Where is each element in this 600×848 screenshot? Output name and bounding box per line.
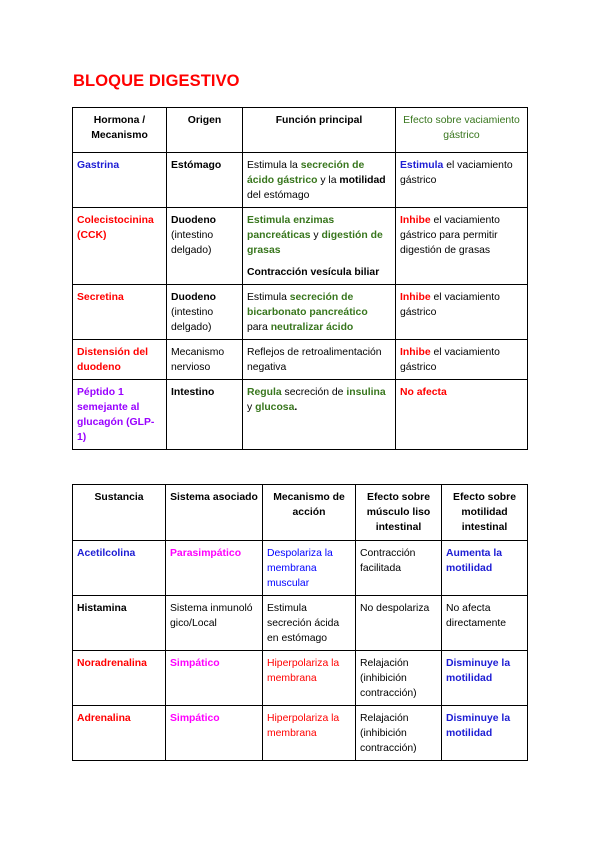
hormone-effect: Inhibe el vaciamiento gástrico para permitir digestión de grasas xyxy=(396,208,528,285)
hormone-effect: Estimula el vaciamiento gástrico xyxy=(396,153,528,208)
hormone-name: Gastrina xyxy=(73,153,167,208)
hormone-origin: Duodeno (intestino delgado) xyxy=(167,208,243,285)
substance-smooth-muscle: No despolariza xyxy=(356,596,442,651)
table-row xyxy=(73,596,528,651)
header-funcion: Función principal xyxy=(243,108,396,153)
hormone-function: Regula secreción de insulina y glucosa. xyxy=(243,380,396,450)
substance-name: Adrenalina xyxy=(73,706,166,761)
table-row xyxy=(73,208,528,285)
table-row xyxy=(73,153,528,208)
substances-table xyxy=(72,484,528,761)
substance-mechanism: Hiperpolariza la membrana xyxy=(263,706,356,761)
table-row xyxy=(73,706,528,761)
hormone-origin: Mecanismo nervioso xyxy=(167,340,243,380)
substance-mechanism: Hiperpolariza la membrana xyxy=(263,651,356,706)
hormone-effect: Inhibe el vaciamiento gástrico xyxy=(396,340,528,380)
hormone-effect: Inhibe el vaciamiento gástrico xyxy=(396,285,528,340)
hormone-name: Péptido 1 semejante al glucagón (GLP-1) xyxy=(73,380,167,450)
substance-motility: Disminuye la motilidad xyxy=(442,706,528,761)
header-sustancia: Sustancia xyxy=(73,485,166,541)
table-header-row xyxy=(73,485,528,541)
header-origen: Origen xyxy=(167,108,243,153)
hormone-origin: Intestino xyxy=(167,380,243,450)
substance-smooth-muscle: Relajación (inhibición contracción) xyxy=(356,706,442,761)
header-efecto-vaciamiento: Efecto sobre vaciamiento gástrico xyxy=(396,108,528,153)
header-motilidad: Efecto sobre motilidad intestinal xyxy=(442,485,528,541)
hormone-effect: No afecta xyxy=(396,380,528,450)
table-row xyxy=(73,340,528,380)
table-header-row xyxy=(73,108,528,153)
substance-motility: No afecta directamente xyxy=(442,596,528,651)
substance-system: Sistema inmunológico/Local xyxy=(166,596,263,651)
substance-name: Acetilcolina xyxy=(73,541,166,596)
hormone-origin: Estómago xyxy=(167,153,243,208)
header-hormona: Hormona / Mecanismo xyxy=(73,108,167,153)
hormone-name: Distensión del duodeno xyxy=(73,340,167,380)
hormone-name: Colecistocinina (CCK) xyxy=(73,208,167,285)
page-title: BLOQUE DIGESTIVO xyxy=(73,72,240,90)
substance-system: Simpático xyxy=(166,651,263,706)
header-mecanismo: Mecanismo de acción xyxy=(263,485,356,541)
hormone-function: Estimula secreción de bicarbonato pancreático para neutralizar ácido xyxy=(243,285,396,340)
substance-smooth-muscle: Contracción facilitada xyxy=(356,541,442,596)
substance-motility: Aumenta la motilidad xyxy=(442,541,528,596)
substance-smooth-muscle: Relajación (inhibición contracción) xyxy=(356,651,442,706)
substance-motility: Disminuye la motilidad xyxy=(442,651,528,706)
substance-system: Parasimpático xyxy=(166,541,263,596)
header-sistema: Sistema asociado xyxy=(166,485,263,541)
hormones-table xyxy=(72,107,528,450)
table-row xyxy=(73,651,528,706)
table-row xyxy=(73,541,528,596)
substance-mechanism: Estimula secreción ácida en estómago xyxy=(263,596,356,651)
substance-name: Noradrenalina xyxy=(73,651,166,706)
table-row xyxy=(73,380,528,450)
hormone-function: Reflejos de retroalimentación negativa xyxy=(243,340,396,380)
hormone-name: Secretina xyxy=(73,285,167,340)
header-musculo-liso: Efecto sobre músculo liso intestinal xyxy=(356,485,442,541)
substance-system: Simpático xyxy=(166,706,263,761)
hormone-origin: Duodeno (intestino delgado) xyxy=(167,285,243,340)
table-row xyxy=(73,285,528,340)
substance-mechanism: Despolariza la membrana muscular xyxy=(263,541,356,596)
substance-name: Histamina xyxy=(73,596,166,651)
hormone-function: Estimula la secreción de ácido gástrico y la motilidad del estómago xyxy=(243,153,396,208)
hormone-function: Estimula enzimas pancreáticas y digestión de grasas Contracción vesícula biliar xyxy=(243,208,396,285)
